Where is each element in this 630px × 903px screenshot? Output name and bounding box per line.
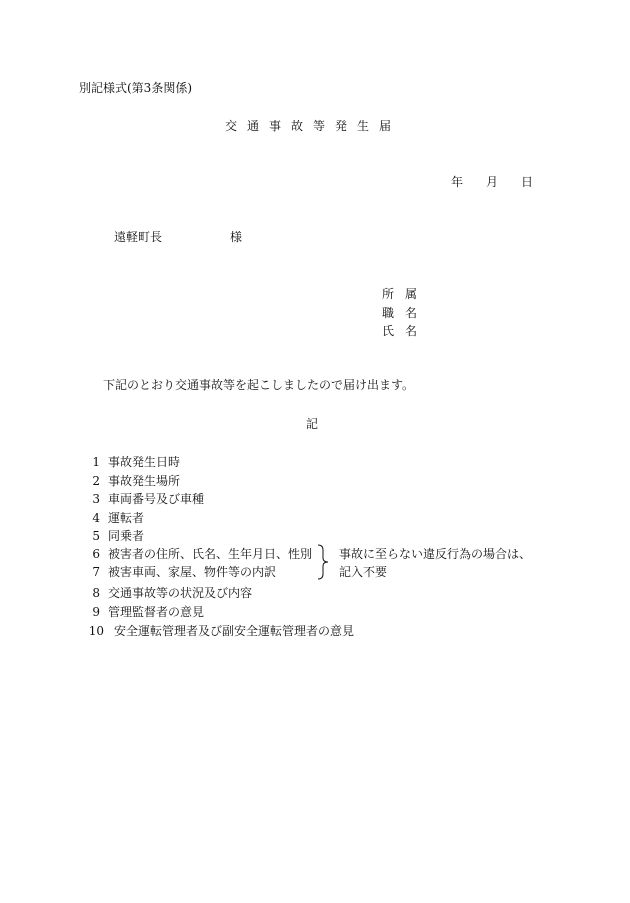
- statement-text: 下記のとおり交通事故等を起こしましたので届け出ます。: [103, 378, 415, 392]
- item-number: 3: [92, 492, 100, 506]
- ki-heading: 記: [306, 417, 319, 431]
- addressee-name: 遠軽町長: [114, 230, 163, 244]
- item-number: 5: [92, 529, 100, 543]
- item-text: 事故発生場所: [108, 474, 181, 488]
- sender-field-name: 氏名: [382, 324, 429, 338]
- item-number: 8: [92, 586, 100, 600]
- item-text: 安全運転管理者及び副安全運転管理者の意見: [114, 624, 355, 638]
- item-text: 被害者の住所、氏名、生年月日、性別: [108, 547, 313, 561]
- item-number: 9: [92, 605, 100, 619]
- form-label: 別記様式(第3条関係): [79, 81, 192, 95]
- sender-field-affiliation: 所属: [382, 287, 429, 301]
- brace-note-line2: 記入不要: [339, 565, 388, 579]
- item-number: 2: [92, 474, 100, 488]
- addressee-honorific: 様: [230, 230, 243, 244]
- item-number: 1: [92, 455, 100, 469]
- item-text: 交通事故等の状況及び内容: [108, 586, 253, 600]
- item-number: 7: [92, 565, 100, 579]
- item-text: 被害車両、家屋、物件等の内訳: [108, 565, 277, 579]
- item-text: 事故発生日時: [108, 455, 181, 469]
- item-text: 車両番号及び車種: [108, 492, 205, 506]
- item-text: 同乗者: [108, 529, 145, 543]
- item-text: 管理監督者の意見: [108, 605, 205, 619]
- document-title: 交通事故等発生届: [225, 119, 402, 133]
- brace-note-line1: 事故に至らない違反行為の場合は、: [339, 547, 532, 561]
- right-curly-brace: [317, 544, 329, 580]
- item-number: 4: [92, 511, 100, 525]
- item-number: 6: [92, 547, 100, 561]
- date-month-label: 月: [486, 175, 499, 189]
- item-text: 運転者: [108, 511, 145, 525]
- sender-field-position: 職名: [382, 306, 429, 320]
- item-number: 10: [88, 624, 104, 638]
- date-day-label: 日: [521, 175, 534, 189]
- date-year-label: 年: [451, 175, 464, 189]
